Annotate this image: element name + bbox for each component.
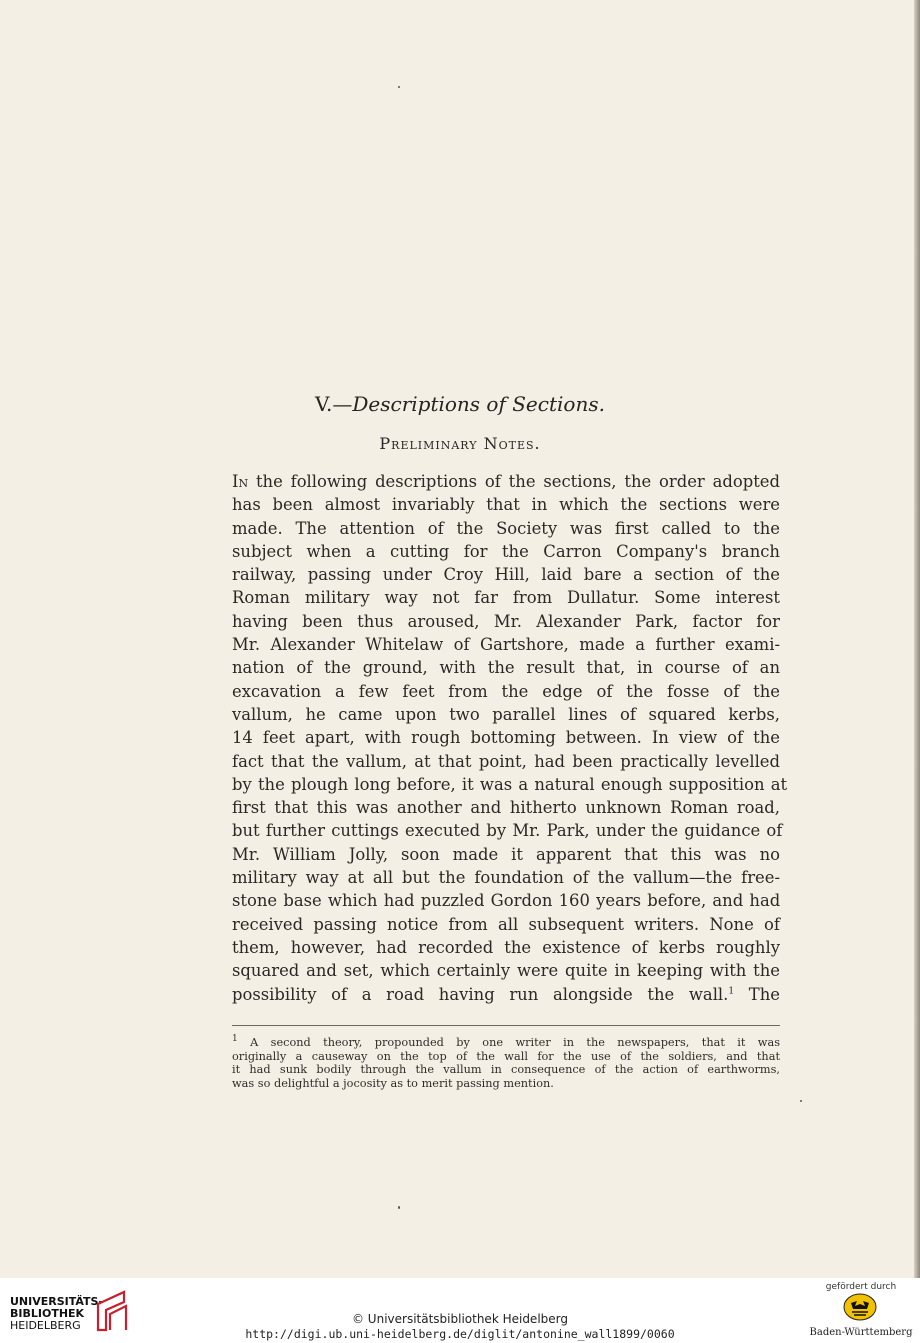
sponsor-label: gefördert durch <box>825 1282 897 1292</box>
section-title: —Descriptions of Sections. <box>332 392 605 416</box>
scan-speck <box>398 86 400 88</box>
body-line: subject when a cutting for the Carron Company's branch <box>232 541 780 561</box>
baden-wuerttemberg-crest-icon[interactable] <box>843 1293 877 1321</box>
body-line: military way at all but the foundation of the vallum—the free- <box>232 868 780 888</box>
library-logo-text[interactable]: UNIVERSITÄTS- BIBLIOTHEK HEIDELBERG <box>10 1295 104 1332</box>
body-line: Mr. William Jolly, soon made it apparent that this was no <box>232 844 780 864</box>
body-line: 14 feet apart, with rough bottoming between. In view of the <box>232 728 780 748</box>
body-paragraph <box>232 470 788 1006</box>
body-line: first that this was another and hitherto unknown Roman road, <box>232 798 780 818</box>
body-line: railway, passing under Croy Hill, laid bare a section of the <box>232 565 780 585</box>
footnote-line: $^1$ A second theory, propounded by one writer in the newspapers, that it was <box>232 1034 781 1049</box>
body-line: In the following descriptions of the sections, the order adopted <box>232 472 780 491</box>
body-line: squared and set, which certainly were quite in keeping with the <box>232 961 780 981</box>
body-line: by the plough long before, it was a natural enough supposition at <box>232 774 788 794</box>
scan-speck <box>398 1206 400 1209</box>
permalink[interactable]: http://digi.ub.uni-heidelberg.de/diglit/antonine_wall1899/0060 <box>245 1327 675 1341</box>
section-subheading: Preliminary Notes. <box>379 434 541 453</box>
drop-word: In <box>232 472 249 491</box>
body-line: possibility of a road having run alongside the wall.$^1$ The <box>232 984 780 1004</box>
body-line: but further cuttings executed by Mr. Park, under the guidance of <box>232 821 783 841</box>
scan-speck <box>800 1100 802 1102</box>
body-line: having been thus aroused, Mr. Alexander Park, factor for <box>232 611 780 631</box>
catchword: The <box>748 984 780 1004</box>
body-line: has been almost invariably that in which the sections were <box>232 495 780 515</box>
body-line: excavation a few feet from the edge of the fosse of the <box>232 681 780 701</box>
section-heading <box>0 392 920 416</box>
copyright-notice: © Universitätsbibliothek Heidelberg <box>351 1312 568 1326</box>
sponsor-name: Baden-Württemberg <box>809 1327 913 1338</box>
body-line: made. The attention of the Society was first called to the <box>232 518 780 538</box>
body-line: vallum, he came upon two parallel lines of squared kerbs, <box>232 704 780 724</box>
footnote-line: originally a causeway on the top of the wall for the use of the soldiers, and that <box>232 1049 780 1063</box>
footnote-line: it had sunk bodily through the vallum in consequence of the action of earthworms, <box>232 1063 780 1077</box>
body-line: nation of the ground, with the result that, in course of an <box>232 658 780 678</box>
body-line: Roman military way not far from Dullatur. Some interest <box>232 588 780 608</box>
body-line: received passing notice from all subsequent writers. None of <box>232 914 780 934</box>
page-edge-shadow <box>914 0 920 1278</box>
body-line: them, however, had recorded the existence of kerbs roughly <box>232 937 780 957</box>
section-number: V. <box>315 392 333 416</box>
footnote-marker: 1 <box>232 1034 238 1045</box>
body-line: stone base which had puzzled Gordon 160 years before, and had <box>232 891 781 911</box>
body-line: Mr. Alexander Whitelaw of Gartshore, made a further exami- <box>232 635 780 655</box>
body-line: fact that the vallum, at that point, had been practically levelled <box>232 751 780 771</box>
footnote-line: was so delightful a jocosity as to merit passing mention. <box>232 1076 554 1090</box>
footnote-rule <box>232 1025 780 1026</box>
footnote-reference: 1 <box>728 986 735 997</box>
footnote <box>232 1036 780 1090</box>
